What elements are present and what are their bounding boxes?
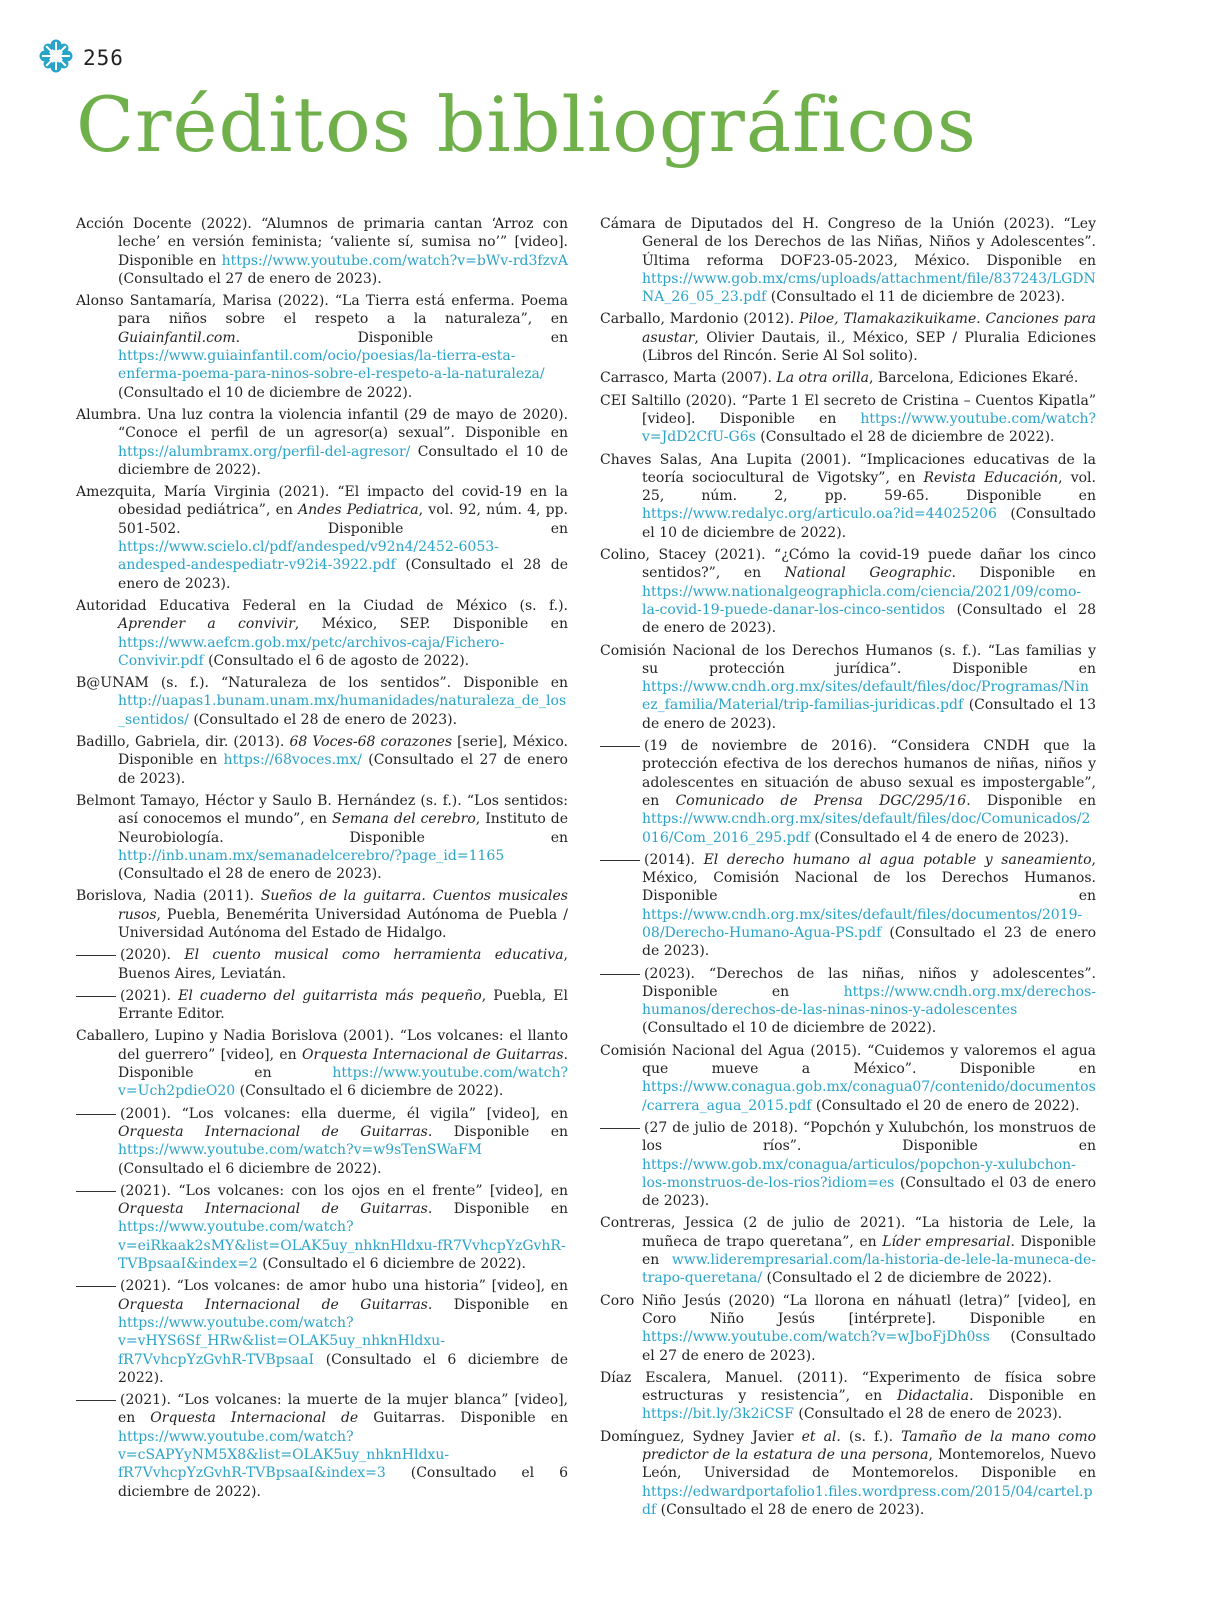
reference-text: Colino, Stacey (2021). “¿Cómo la covid-19 puede dañar los cinco sentidos?”, en (600, 547, 1096, 582)
reference-text: (2001). “Los volcanes: ella duerme, él vigila” [video], en (120, 1105, 568, 1122)
page-header (38, 38, 124, 78)
reference-entry (76, 215, 568, 288)
reference-text: , Barcelona, Ediciones Ekaré. (868, 370, 1079, 387)
reference-text: , Puebla, Benemérita Universidad Autónoma de Puebla / Universidad Autónoma del Estado de Hidalgo. (118, 906, 568, 941)
repeat-author-dash (76, 1114, 116, 1115)
reference-italic-title: 68 Voces-68 corazones (289, 734, 453, 751)
reference-entry (76, 1391, 568, 1501)
reference-text: . Disponible en (951, 565, 1096, 582)
reference-entry (600, 546, 1096, 637)
reference-text: (2014). (644, 851, 704, 868)
reference-italic-title: Comunicado de Prensa DGC/295/16 (675, 792, 967, 809)
reference-text: Carballo, Mardonio (2012). (600, 311, 800, 328)
reference-link[interactable]: https://www.aefcm.gob.mx/petc/archivos-caja/Fichero-Convivir.pdf (118, 634, 505, 669)
reference-italic-title: Orquesta Internacional de Guitarras (118, 1123, 428, 1140)
reference-italic-title: La otra orilla (776, 370, 869, 387)
repeat-author-dash (600, 1128, 640, 1129)
reference-link[interactable]: http://inb.unam.mx/semanadelcerebro/?page_id=1165 (118, 847, 505, 864)
reference-entry (76, 733, 568, 788)
repeat-author-dash (600, 860, 640, 861)
reference-italic-title: El derecho humano al agua potable y saneamiento (703, 851, 1092, 868)
reference-link[interactable]: www.liderempresarial.com/la-historia-de-lele-la-muneca-de-trapo-queretana/ (642, 1252, 1096, 1287)
reference-text: , Instituto de Neurobiología. Disponible en (118, 811, 568, 846)
reference-text: (Consultado el 11 de diciembre de 2023). (766, 289, 1066, 306)
reference-entry (76, 483, 568, 593)
reference-link[interactable]: https://www.youtube.com/watch?v=cSAPYyNM5X8&list=OLAK5uy_nhknHldxu-fR7VvhcpYzGvhR-TVBpsaaI&index=3 (118, 1428, 450, 1482)
reference-text: Badillo, Gabriela, dir. (2013). (76, 734, 290, 751)
references-column-left (76, 215, 568, 1505)
reference-entry (600, 392, 1096, 447)
reference-text: Belmont Tamayo, Héctor y Saulo B. Hernández (s. f.). “Los sentidos: así conocemos el mundo”, en (76, 792, 568, 828)
reference-text: (Consultado el 6 diciembre de 2022). (118, 1351, 568, 1386)
reference-italic-title: Líder empresarial (882, 1233, 1011, 1250)
reference-text: , México, SEP. Disponible en (294, 616, 568, 633)
reference-link[interactable]: https://www.cndh.org.mx/sites/default/files/documentos/2019-08/Derecho-Humano-Agua-PS.pdf (642, 906, 1083, 941)
reference-entry (76, 946, 568, 983)
reference-text: Chaves Salas, Ana Lupita (2001). “Implicaciones educativas de la teoría sociocultural de Vigotsky”, en (600, 451, 1096, 486)
reference-entry (600, 965, 1096, 1038)
reference-text: , Buenos Aires, Leviatán. (118, 947, 568, 982)
reference-text: (2021). “Los volcanes: de amor hubo una historia” [video], en (120, 1278, 568, 1295)
page-title: Créditos bibliográficos (76, 80, 977, 169)
reference-italic-title: National Geographic (784, 565, 952, 582)
reference-italic-title: Guiainfantil.com (118, 329, 236, 346)
reference-text: Acción Docente (2022). “Alumnos de primaria cantan ‘Arroz con leche’ en versión feminista; ‘valiente sí, sumisa no’” [video]. Disponible en (76, 216, 568, 269)
reference-entry (600, 1428, 1096, 1519)
reference-entry (600, 451, 1096, 542)
reference-text: (Consultado el 6 diciembre de 2022). (257, 1256, 526, 1273)
reference-entry (600, 1042, 1096, 1115)
reference-link[interactable]: https://www.youtube.com/watch?v=bWv-rd3fzvA (221, 252, 568, 269)
reference-entry (76, 1027, 568, 1100)
reference-text: Alonso Santamaría, Marisa (2022). “La Tierra está enferma. Poema para niños sobre el respeto a la naturaleza”, en (76, 293, 568, 328)
reference-entry (76, 406, 568, 479)
reference-text: . Disponible en (427, 1201, 569, 1218)
reference-text: (Consultado el 28 de diciembre de 2022). (755, 429, 1055, 446)
reference-entry (76, 597, 568, 670)
reference-entry (76, 792, 568, 883)
reference-link[interactable]: http://uapas1.bunam.unam.mx/humanidades/naturaleza_de_los_sentidos/ (118, 693, 567, 728)
reference-text: . Disponible en (427, 1296, 569, 1313)
reference-text: (Consultado el 10 de diciembre de 2022). (642, 506, 1096, 541)
reference-link[interactable]: https://www.gob.mx/cms/uploads/attachment/file/837243/LGDNNA_26_05_23.pdf (642, 270, 1096, 306)
reference-italic-title: Orquesta Internacional de Guitarras (302, 1046, 564, 1063)
reference-italic-title: Sueños de la guitarra. Cuentos musicales rusos (118, 888, 568, 923)
reference-link[interactable]: https://www.cndh.org.mx/derechos-humanos/derechos-de-las-ninas-ninos-y-adolescentes (642, 983, 1096, 1019)
reference-italic-title: Piloe, Tlamakazikuikame. Canciones para asustar (642, 311, 1096, 346)
reference-link[interactable]: https://www.redalyc.org/articulo.oa?id=44025206 (642, 506, 997, 523)
reference-entry (600, 1119, 1096, 1210)
repeat-author-dash (600, 974, 640, 975)
reference-entry (76, 987, 568, 1024)
reference-text: (Consultado el 6 diciembre de 2022). (235, 1083, 504, 1100)
reference-text: (Consultado el 28 de enero de 2023). (793, 1406, 1063, 1423)
reference-text: (19 de noviembre de 2016). “Considera CNDH que la protección efectiva de los derechos humanos de niñas, niños y adolescentes en situación de abuso sexual es impostergable”, en (642, 738, 1096, 809)
reference-text: [serie], México. Disponible en (118, 734, 568, 769)
reference-italic-title: El cuento musical como herramienta educativa (184, 947, 564, 964)
reference-text: CEI Saltillo (2020). “Parte 1 El secreto de Cristina – Cuentos Kipatla” [video]. Disponible en (600, 392, 1096, 427)
reference-text: (Consultado el 27 de enero de 2023). (642, 1329, 1096, 1364)
reference-text: . Disponible en (235, 329, 568, 346)
reference-link[interactable]: https://www.youtube.com/watch?v=Uch2pdieO20 (118, 1065, 568, 1100)
reference-link[interactable]: https://www.scielo.cl/pdf/andesped/v92n4/2452-6053-andesped-andespediatr-v92i4-3922.pdf (118, 539, 499, 574)
reference-entry (600, 737, 1096, 847)
reference-text: . Disponible en (427, 1123, 569, 1140)
reference-text: (Consultado el 13 de enero de 2023). (642, 697, 1096, 732)
reference-link[interactable]: https://alumbramx.org/perfil-del-agresor/ (118, 443, 411, 460)
reference-text: Autoridad Educativa Federal en la Ciudad de México (s. f.). (76, 597, 568, 614)
reference-italic-title: El cuaderno del guitarrista más pequeño (178, 987, 482, 1004)
reference-text: , Olivier Dautais, il., México, SEP / Pluralia Ediciones (Libros del Rincón. Serie Al Sol solito). (642, 329, 1096, 365)
reference-italic-title: Orquesta Internacional de Guitarras (118, 1296, 428, 1313)
reference-entry (76, 1182, 568, 1273)
reference-text: Coro Niño Jesús (2020) “La llorona en náhuatl (letra)” [video], en Coro Niño Jesús [intérprete]. Disponible en (600, 1292, 1096, 1327)
reference-link[interactable]: https://www.youtube.com/watch?v=vHYS6Sf_HRw&list=OLAK5uy_nhknHldxu-fR7VvhcpYzGvhR-TVBpsaaI (118, 1314, 445, 1368)
reference-text: Comisión Nacional de los Derechos Humanos (s. f.). “Las familias y su protección jurídica”. Disponible en (600, 642, 1096, 677)
reference-text: . Disponible en (969, 1388, 1096, 1405)
reference-link[interactable]: https://www.gob.mx/conagua/articulos/popchon-y-xulubchon-los-monstruos-de-los-rios?idiom=es (642, 1156, 1076, 1191)
page-number: 256 (83, 46, 124, 70)
reference-text: (2020). (120, 947, 185, 964)
reference-text: (Consultado el 4 de enero de 2023). (809, 829, 1069, 846)
repeat-author-dash (76, 996, 116, 997)
reference-link[interactable]: https://www.youtube.com/watch?v=eiRkaak2sMY&list=OLAK5uy_nhknHldxu-fR7VvhcpYzGvhR-TVBpsaaI&index=2 (118, 1219, 566, 1273)
reference-italic-title: Semana del cerebro (332, 811, 476, 828)
reference-entry (600, 851, 1096, 961)
reference-entry (600, 1292, 1096, 1365)
reference-text: B@UNAM (s. f.). “Naturaleza de los sentidos”. Disponible en (76, 675, 568, 692)
reference-entry (600, 310, 1096, 365)
reference-link[interactable]: https://www.nationalgeographicla.com/ciencia/2021/09/como-la-covid-19-puede-danar-los-cinco-sentidos (642, 583, 1082, 618)
reference-text: (Consultado el 10 de diciembre de 2022). (642, 1020, 937, 1037)
reference-text: , México, Comisión Nacional de los Derechos Humanos. Disponible en (642, 851, 1096, 905)
repeat-author-dash (76, 955, 116, 956)
reference-text: Consultado el 10 de diciembre de 2022). (118, 443, 568, 478)
reference-text: (Consultado el 6 diciembre de 2022). (118, 1160, 382, 1177)
reference-text: , Montemorelos, Nuevo León, Universidad de Montemorelos. Disponible en (642, 1447, 1096, 1482)
reference-text: (Consultado el 28 de enero de 2023). (118, 866, 382, 883)
flower-logo-icon (38, 38, 74, 78)
reference-text: Contreras, Jessica (2 de julio de 2021). “La historia de Lele, la muñeca de trapo queretana”, en (600, 1215, 1096, 1250)
reference-link[interactable]: https://www.conagua.gob.mx/conagua07/contenido/documentos/carrera_agua_2015.pdf (642, 1079, 1096, 1114)
reference-italic-title: Tamaño de la mano como predictor de la estatura de una persona (642, 1428, 1097, 1463)
reference-entry (76, 674, 568, 729)
reference-entry (600, 1369, 1096, 1424)
reference-text: (Consultado el 03 de enero de 2023). (642, 1174, 1096, 1210)
reference-text: (Consultado el 23 de enero de 2023). (642, 924, 1096, 960)
reference-italic-title: Andes Pediatrica (298, 502, 419, 519)
reference-text: (Consultado el 6 diciembre de 2022). (118, 1465, 568, 1500)
reference-text: . Disponible en (642, 1233, 1096, 1269)
reference-text: . Disponible en (118, 1046, 568, 1082)
reference-link[interactable]: https://www.cndh.org.mx/sites/default/files/doc/Comunicados/2016/Com_2016_295.pdf (642, 811, 1091, 846)
reference-text: (Consultado el 27 de enero de 2023). (118, 270, 382, 287)
reference-link[interactable]: https://edwardportafolio1.files.wordpress.com/2015/04/cartel.pdf (642, 1483, 1093, 1518)
reference-text: (Consultado el 28 de enero de 2023). (656, 1501, 925, 1518)
reference-text: (Consultado el 10 de diciembre de 2022). (118, 384, 413, 401)
repeat-author-dash (600, 746, 640, 747)
reference-text: (2021). (120, 987, 179, 1004)
reference-text: Domínguez, Sydney Javier (600, 1428, 802, 1445)
reference-text: (s. f.). (840, 1428, 902, 1445)
reference-link[interactable]: https://bit.ly/3k2iCSF (642, 1406, 794, 1423)
reference-text: (Consultado el 20 de enero de 2022). (811, 1097, 1080, 1114)
reference-link[interactable]: https://www.guiainfantil.com/ocio/poesias/la-tierra-esta-enferma-poema-para-ninos-sobre-el-respeto-a-la-naturaleza/ (118, 348, 545, 383)
reference-text: Cámara de Diputados del H. Congreso de la Unión (2023). “Ley General de los Derechos de las Niñas, Niños y Adolescentes”. Última reforma DOF23-05-2023, México. Disponible en (600, 216, 1096, 269)
reference-text: (Consultado el 28 de enero de 2023). (642, 601, 1096, 637)
reference-text: Amezquita, María Virginia (2021). “El impacto del covid-19 en la obesidad pediátrica”, en (76, 484, 568, 519)
reference-text: (2021). “Los volcanes: con los ojos en el frente” [video], en (120, 1182, 568, 1199)
reference-text: (Consultado el 27 de enero de 2023). (118, 752, 568, 787)
reference-text: Comisión Nacional del Agua (2015). “Cuidemos y valoremos el agua que mueve a México”. Disponible en (600, 1042, 1096, 1078)
reference-text: (2023). “Derechos de las niñas, niños y adolescentes”. Disponible en (642, 965, 1096, 1000)
repeat-author-dash (76, 1191, 116, 1192)
reference-entry (600, 642, 1096, 733)
reference-text: Borislova, Nadia (2011). (76, 888, 261, 905)
reference-text: (27 de julio de 2018). “Popchón y Xulubchón, los monstruos de los ríos”. Disponible en (642, 1119, 1096, 1155)
reference-entry (76, 1105, 568, 1178)
reference-entry (600, 1214, 1096, 1287)
reference-text: Díaz Escalera, Manuel. (2011). “Experimento de física sobre estructuras y resistencia”, en (600, 1369, 1096, 1405)
repeat-author-dash (76, 1286, 116, 1287)
reference-entry (76, 292, 568, 402)
repeat-author-dash (76, 1400, 116, 1401)
reference-italic-title: Aprender a convivir (118, 616, 295, 633)
reference-link[interactable]: https://68voces.mx/ (223, 752, 362, 769)
reference-link[interactable]: https://www.youtube.com/watch?v=JdD2CfU-G6s (642, 410, 1096, 446)
reference-entry (600, 215, 1096, 306)
reference-text: , vol. 92, núm. 4, pp. 501-502. Disponible en (118, 502, 568, 537)
reference-italic-title: Didactalia (896, 1388, 970, 1405)
reference-text: Caballero, Lupino y Nadia Borislova (2001). “Los volcanes: el llanto del guerrero” [video], en (76, 1028, 568, 1063)
reference-entry (76, 1277, 568, 1387)
reference-text: . Disponible en (966, 792, 1096, 809)
reference-entry (76, 887, 568, 942)
reference-italic-title: Revista Educación (923, 469, 1059, 486)
reference-italic-title: Orquesta Internacional de (150, 1410, 359, 1427)
reference-text: Carrasco, Marta (2007). (600, 370, 777, 387)
reference-entry (600, 369, 1096, 387)
reference-text: (Consultado el 6 de agosto de 2022). (203, 652, 470, 669)
reference-text: , vol. 25, núm. 2, pp. 59-65. Disponible en (642, 469, 1096, 505)
reference-text: Alumbra. Una luz contra la violencia infantil (29 de mayo de 2020). “Conoce el perfil de un agresor(a) sexual”. Disponible en (76, 406, 568, 442)
reference-text: (Consultado el 2 de diciembre de 2022). (762, 1270, 1052, 1287)
reference-text: (Consultado el 28 de enero de 2023). (188, 711, 458, 728)
reference-text: Guitarras. Disponible en (358, 1410, 568, 1427)
reference-text: , Puebla, El Errante Editor. (118, 987, 569, 1023)
reference-text: (2021). “Los volcanes: la muerte de la mujer blanca” [video], en (118, 1392, 568, 1427)
references-column-right (600, 215, 1096, 1523)
reference-italic-title: Orquesta Internacional de Guitarras (118, 1201, 428, 1218)
reference-link[interactable]: https://www.cndh.org.mx/sites/default/files/doc/Programas/Ninez_familia/Material/trip-familias-juridicas.pdf (642, 679, 1089, 714)
reference-italic-title: et al. (801, 1428, 841, 1445)
reference-text: (Consultado el 28 de enero de 2023). (118, 557, 568, 592)
reference-link[interactable]: https://www.youtube.com/watch?v=wJboFjDh0ss (642, 1329, 990, 1346)
reference-link[interactable]: https://www.youtube.com/watch?v=w9sTenSWaFM (118, 1142, 483, 1159)
